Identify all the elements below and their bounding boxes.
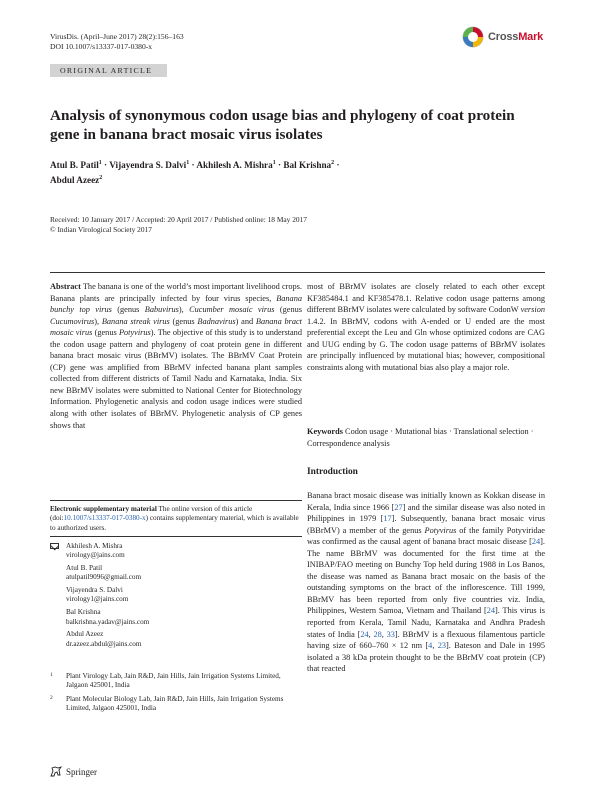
- contact-email[interactable]: dr.azeez.abdul@jains.com: [66, 639, 142, 648]
- citation-link[interactable]: 28: [373, 629, 382, 639]
- springer-horse-icon: [50, 766, 62, 777]
- contact-email[interactable]: balkrishna.yadav@jains.com: [66, 617, 150, 626]
- divider: [50, 536, 302, 537]
- citation-link[interactable]: 4: [428, 641, 433, 651]
- citation-link[interactable]: 24: [531, 537, 541, 547]
- affiliations: [50, 672, 302, 717]
- contact-name: Atul B. Patil: [66, 564, 103, 573]
- esm-label: Electronic supplementary material: [50, 505, 157, 513]
- contact-entry: [50, 564, 149, 583]
- keywords-text: Codon usage · Mutational bias · Translational selection · Correspondence analysis: [307, 427, 534, 448]
- author-name[interactable]: Vijayendra S. Dalvi: [109, 160, 187, 171]
- doi-link[interactable]: 10.1007/s13337-017-0380-x: [63, 514, 146, 523]
- affil-mark: 2: [99, 175, 103, 182]
- doi-line: DOI 10.1007/s13337-017-0380-x: [50, 41, 153, 51]
- supplementary-note: Electronic supplementary material The online version of this article (doi:10.1007/s13337-017-0380-x) contains supplementary material, which is available to authorized users.: [50, 505, 299, 532]
- author-name[interactable]: Bal Krishna: [283, 160, 332, 171]
- affil-mark: 1: [272, 160, 276, 166]
- citation-link[interactable]: 23: [437, 641, 447, 651]
- contact-email[interactable]: virology1@jains.com: [66, 595, 129, 604]
- publisher-logo: [50, 766, 97, 777]
- journal-line: VirusDis. (April–June 2017) 28(2):156–163: [50, 32, 184, 41]
- contact-email[interactable]: atulpatil9096@gmail.com: [66, 573, 142, 582]
- citation-link[interactable]: 33: [386, 629, 395, 639]
- author-name[interactable]: Abdul Azeez: [50, 175, 100, 186]
- contact-name: Abdul Azeez: [66, 630, 104, 639]
- article-title: Analysis of synonymous codon usage bias and phylogeny of coat protein gene in banana bract mosaic virus isolates: [50, 107, 515, 143]
- contact-email[interactable]: virology@jains.com: [66, 551, 125, 560]
- contact-entry: [50, 608, 149, 627]
- author-name[interactable]: Atul B. Patil: [50, 160, 99, 171]
- divider: [50, 272, 545, 273]
- affiliation-item: 2 Plant Molecular Biology Lab, Jain R&D, Jain Hills, Jain Irrigation Systems Limited, Jalgaon 425001, India: [50, 694, 284, 712]
- journal-citation: [50, 32, 184, 51]
- divider: [50, 500, 302, 501]
- citation-link[interactable]: 24: [486, 606, 496, 616]
- author-list: Atul B. Patil$^1$ · Vijayendra S. Dalvi$^1$ · Akhilesh A. Mishra$^1$ · Bal Krishna$^2$ · Abdul Azeez$^2$: [50, 160, 340, 186]
- copyright-line: © Indian Virological Society 2017: [50, 225, 152, 234]
- contact-name: Akhilesh A. Mishra: [66, 542, 123, 550]
- article-type-band: ORIGINAL ARTICLE: [50, 64, 167, 77]
- citation-link[interactable]: 27: [394, 502, 403, 512]
- crossmark-badge[interactable]: [462, 26, 543, 48]
- contact-entry: [50, 586, 149, 605]
- contact-entry: [50, 542, 149, 561]
- introduction-body: Banana bract mosaic disease was initially known as Kokkan disease in Kerala, India since 1966 [27] and the similar disease was also noted in Philippines in 1979 [17]. Subsequently, banana bract mosaic virus (BBrMV) a member of the genus Potyvirus of the family Potyviridae was confirmed as the causal agent of banana bract mosaic disease [24]. The name BBrMV was documented for the first time at the INIBAP/FAO meeting on Bunchy Top held during 1988 in Los Banos, the disease was named as Banana bract mosaic on the basis of the outstanding symptoms on the bract of the inflorescence. Till 1999, BBrMV has been reported from only five countries viz. India, Philippines, Western Samoa, Vietnam and Thailand [24]. This virus is reported from Kerala, Tamil Nadu, Karnataka and Andhra Pradesh states of India [24, 28, 33]. BBrMV is a flexuous filamentous particle having size of 660–760 × 12 nm [4, 23]. Bateson and Dale in 1995 isolated a 38 kDa protein thought to be the BBrMV coat protein (CP) that reacted: [307, 491, 545, 674]
- contact-entry: [50, 630, 149, 649]
- publisher-name: Springer: [66, 766, 97, 777]
- affil-mark: 1: [98, 160, 102, 166]
- keywords-label: Keywords: [307, 427, 343, 436]
- contact-name: Vijayendra S. Dalvi: [66, 586, 123, 595]
- citation-link[interactable]: 24: [360, 629, 369, 639]
- abstract-label: Abstract: [50, 282, 81, 291]
- affil-mark: 1: [186, 160, 190, 166]
- affil-mark: 2: [331, 160, 335, 166]
- abstract-left: Abstract The banana is one of the world’s most important livelihood crops. Banana plants are principally infected by four virus species, Banana bunchy top virus (genus Babuvirus), Cucumber mosaic virus (genus Cucumovirus), Banana streak virus (genus Badnavirus) and Banana bract mosaic virus (genus Potyvirus). The objective of this study is to understand the codon usage pattern and phylogeny of coat protein gene in different banana bract mosaic virus (BBrMV) isolates. The BBrMV Coat Protein (CP) gene was amplified from BBrMV infected banana plant samples collected from different districts of Tamil Nadu and Karnataka, India. Six new BBrMV isolates were submitted to National Center for Biotechnology Information. Phylogenetic analysis and codon usage indices were studied along with other isolates of BBrMV. Phylogenetic analysis of CP genes shows that: [50, 282, 302, 430]
- publication-dates: [50, 215, 307, 235]
- keywords: [307, 426, 545, 449]
- contact-name: Bal Krishna: [66, 608, 101, 617]
- crossmark-icon: [462, 26, 484, 48]
- crossmark-label: CrossMark: [488, 31, 544, 43]
- abstract-right: most of BBrMV isolates are closely related to each other except KF385484.1 and KF385478.1. Relative codon usage patterns among different BBrMV isolates were calculated by software CodonW version 1.4.2. In BBrMV, codons with A-ended or U ended are the most preferential except the Leu and Gln whose optimized codons are CAG and UUG ending by G. The codon usage patterns of BBrMV isolates are principally influenced by mutational bias; however, compositional constraints along with mutational bias also play a major role.: [307, 282, 545, 372]
- author-name[interactable]: Akhilesh A. Mishra: [196, 160, 273, 171]
- history-line: Received: 10 January 2017 / Accepted: 20 April 2017 / Published online: 18 May 2017: [50, 215, 307, 224]
- author-contacts: [50, 542, 149, 652]
- envelope-icon: [50, 543, 59, 549]
- citation-link[interactable]: 17: [383, 514, 392, 524]
- affiliation-item: 1 Plant Virology Lab, Jain R&D, Jain Hills, Jain Irrigation Systems Limited, Jalgaon 425001, India: [50, 672, 281, 690]
- introduction-heading: Introduction: [307, 467, 358, 477]
